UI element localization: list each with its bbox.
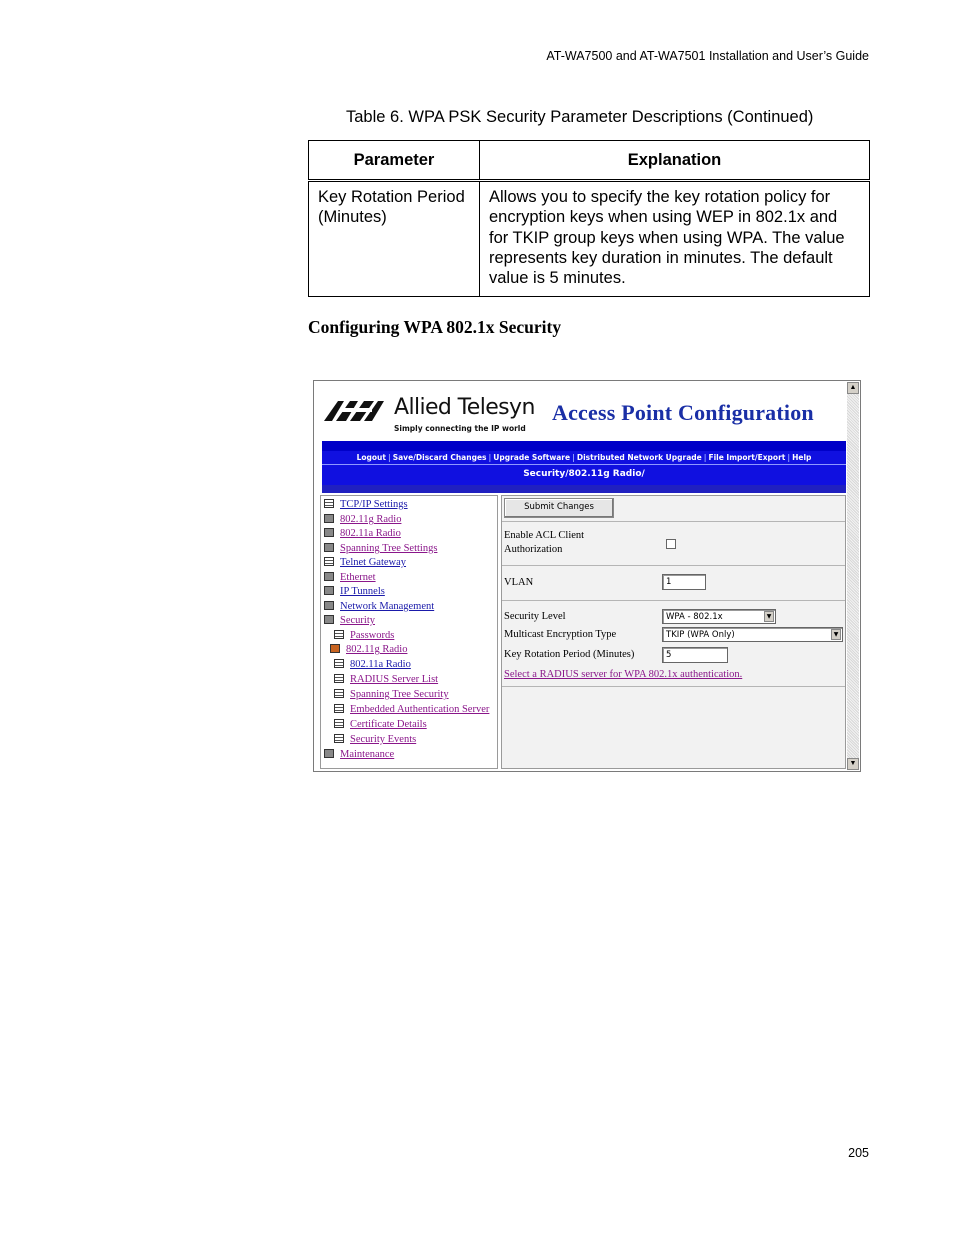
- sidebar-item-telnet[interactable]: [324, 557, 406, 571]
- sidebar-link[interactable]: Maintenance: [340, 749, 395, 760]
- folder-icon: [324, 514, 334, 523]
- parameter-cell: Key Rotation Period (Minutes): [309, 181, 480, 297]
- nav-save-discard[interactable]: Save/Discard Changes: [392, 453, 487, 462]
- folder-icon: [324, 586, 334, 595]
- sidebar-link[interactable]: Telnet Gateway: [340, 557, 407, 568]
- browser-viewport: [316, 383, 846, 769]
- vlan-input[interactable]: 1: [662, 574, 706, 590]
- active-page-icon: [330, 644, 340, 653]
- nav-upgrade-software[interactable]: Upgrade Software: [493, 453, 571, 462]
- table-caption: Table 6. WPA PSK Security Parameter Descriptions (Continued): [346, 108, 814, 126]
- sidebar-item-80211a-radio[interactable]: [324, 528, 401, 542]
- divider: [502, 565, 845, 566]
- sidebar-link[interactable]: Spanning Tree Security: [350, 689, 449, 700]
- page-icon: [334, 689, 344, 698]
- sidebar-link[interactable]: Network Management: [340, 601, 435, 612]
- breadcrumb: Security/802.11g Radio/: [523, 469, 645, 479]
- sidebar-item-embedded-auth-server[interactable]: [334, 704, 489, 718]
- folder-icon: [324, 543, 334, 552]
- vlan-label: VLAN: [504, 577, 534, 588]
- table-header-row: [309, 141, 870, 181]
- top-navigation-bar: [322, 441, 846, 493]
- folder-icon: [324, 601, 334, 610]
- sidebar-item-tcpip[interactable]: [324, 499, 408, 513]
- sidebar-link[interactable]: Ethernet: [340, 572, 376, 583]
- page-icon: [324, 499, 334, 508]
- folder-icon: [324, 572, 334, 581]
- column-header-parameter: Parameter: [309, 141, 480, 181]
- sidebar-item-certificate-details[interactable]: [334, 719, 427, 733]
- page-icon: [334, 630, 344, 639]
- scroll-up-icon[interactable]: ▲: [847, 382, 859, 394]
- multicast-encryption-label: Multicast Encryption Type: [504, 629, 617, 640]
- key-rotation-label: Key Rotation Period (Minutes): [504, 649, 635, 660]
- submit-changes-button[interactable]: Submit Changes: [504, 498, 614, 518]
- sidebar-link[interactable]: Certificate Details: [350, 719, 427, 730]
- sidebar-link[interactable]: Embedded Authentication Server: [350, 704, 490, 715]
- table-row: [309, 181, 870, 297]
- open-folder-icon: [324, 615, 334, 624]
- logo-tagline: Simply connecting the IP world: [394, 424, 526, 433]
- security-level-select[interactable]: [662, 609, 776, 624]
- explanation-cell: Allows you to specify the key rotation policy for encryption keys when using WEP in 802.1x and for TKIP group keys when using WPA. The value represents key duration in minutes. The default value is 5 minutes.: [480, 181, 870, 297]
- sidebar-link[interactable]: Passwords: [350, 630, 395, 641]
- parameter-table: [308, 140, 870, 297]
- acl-label: [504, 529, 584, 556]
- sidebar-link[interactable]: IP Tunnels: [340, 586, 385, 597]
- sidebar-item-network-management[interactable]: [324, 601, 434, 615]
- nav-divider: [322, 464, 846, 465]
- running-header: AT-WA7500 and AT-WA7501 Installation and User’s Guide: [546, 49, 869, 63]
- vertical-scrollbar[interactable]: [847, 382, 859, 770]
- page-icon: [334, 719, 344, 728]
- page-icon: [334, 704, 344, 713]
- divider: [502, 521, 845, 522]
- sidebar-item-80211g-radio[interactable]: [324, 514, 401, 528]
- sidebar-item-security-80211a-radio[interactable]: [334, 659, 411, 673]
- section-heading: Configuring WPA 802.1x Security: [308, 317, 562, 337]
- sidebar-link[interactable]: Security Events: [350, 734, 417, 745]
- chevron-down-icon[interactable]: ▼: [831, 629, 841, 640]
- sidebar-item-spanning-tree-security[interactable]: [334, 689, 449, 703]
- folder-icon: [324, 528, 334, 537]
- sidebar-item-security-80211g-radio[interactable]: [330, 644, 407, 658]
- sidebar-item-ip-tunnels[interactable]: [324, 586, 385, 600]
- security-level-label: Security Level: [504, 611, 566, 622]
- folder-icon: [324, 749, 334, 758]
- security-level-value: WPA - 802.1x: [666, 612, 723, 622]
- app-title: Access Point Configuration: [552, 400, 814, 425]
- sidebar-link[interactable]: 802.11g Radio: [346, 644, 408, 655]
- nav-distributed-upgrade[interactable]: Distributed Network Upgrade: [576, 453, 702, 462]
- nav-logout[interactable]: Logout: [356, 453, 386, 462]
- page-icon: [334, 734, 344, 743]
- sidebar-item-spanning-tree[interactable]: [324, 543, 437, 557]
- nav-help[interactable]: Help: [792, 453, 812, 462]
- divider: [502, 600, 845, 601]
- logo-name: Allied Telesyn: [394, 395, 535, 420]
- acl-label-line2: Authorization: [504, 543, 563, 555]
- nav-links: Logout | Save/Discard Changes | Upgrade Software | Distributed Network Upgrade | File Import/Export | Help: [356, 453, 812, 462]
- column-header-explanation: Explanation: [480, 141, 870, 181]
- sidebar-item-passwords[interactable]: [334, 630, 394, 644]
- sidebar-link[interactable]: Security: [340, 615, 375, 626]
- acl-label-line1: Enable ACL Client: [504, 530, 585, 541]
- navbar-bottom-strip: [322, 485, 846, 493]
- sidebar-link[interactable]: 802.11a Radio: [350, 659, 411, 670]
- page-icon: [324, 557, 334, 566]
- multicast-encryption-value: TKIP (WPA Only): [666, 630, 735, 640]
- sidebar-link[interactable]: RADIUS Server List: [350, 674, 439, 685]
- select-radius-server-link[interactable]: Select a RADIUS server for WPA 802.1x authentication.: [504, 669, 743, 680]
- sidebar-link[interactable]: Spanning Tree Settings: [340, 543, 438, 554]
- multicast-encryption-select[interactable]: [662, 627, 843, 642]
- nav-file-import-export[interactable]: File Import/Export: [708, 453, 786, 462]
- sidebar-link[interactable]: 802.11g Radio: [340, 514, 402, 525]
- sidebar-item-security-events[interactable]: [334, 734, 416, 748]
- divider: [502, 686, 845, 687]
- sidebar-tree: [320, 495, 498, 769]
- sidebar-link[interactable]: TCP/IP Settings: [340, 499, 408, 510]
- ui-screenshot: [313, 380, 861, 772]
- page-icon: [334, 659, 344, 668]
- sidebar-link[interactable]: 802.11a Radio: [340, 528, 401, 539]
- allied-telesyn-logo-icon: [324, 399, 384, 423]
- page-number: 205: [848, 1146, 869, 1160]
- sidebar-item-maintenance[interactable]: [324, 749, 394, 763]
- sidebar-item-radius-server-list[interactable]: [334, 674, 438, 688]
- sidebar-item-ethernet[interactable]: [324, 572, 376, 586]
- settings-panel: [501, 495, 846, 769]
- key-rotation-input[interactable]: 5: [662, 647, 728, 663]
- acl-authorization-checkbox[interactable]: [666, 539, 676, 549]
- allied-telesyn-logo: [324, 397, 542, 437]
- navbar-top-strip: [322, 441, 846, 451]
- sidebar-item-security[interactable]: [324, 615, 375, 629]
- page-icon: [334, 674, 344, 683]
- scroll-down-icon[interactable]: ▼: [847, 758, 859, 770]
- chevron-down-icon[interactable]: ▼: [764, 611, 774, 622]
